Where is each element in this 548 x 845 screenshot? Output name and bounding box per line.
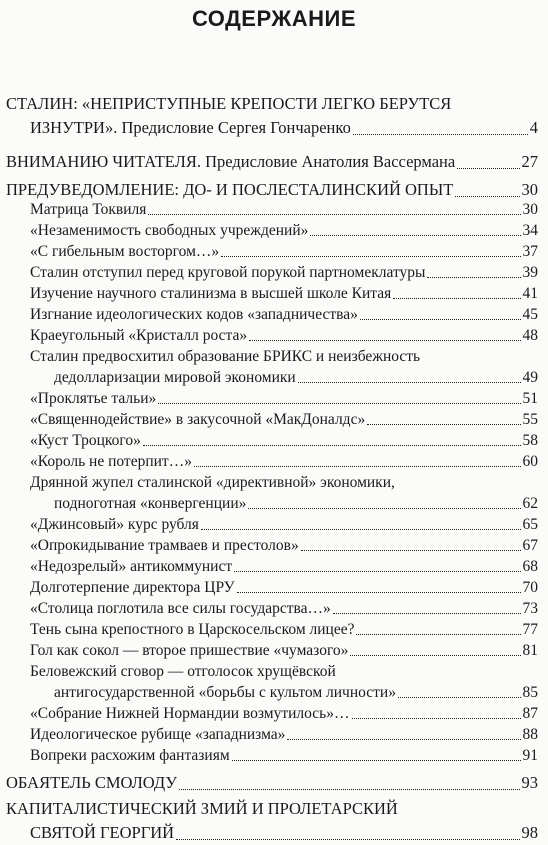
toc-entry-title: «Священнодействие» в закусочной «МакДоналдс» bbox=[30, 411, 366, 428]
toc-chapter[interactable] bbox=[6, 150, 538, 174]
toc-section[interactable] bbox=[30, 346, 538, 388]
toc-section[interactable] bbox=[30, 304, 538, 325]
dot-leader bbox=[333, 613, 521, 614]
page-number: 48 bbox=[522, 327, 538, 344]
dot-leader bbox=[367, 424, 520, 425]
toc-section[interactable] bbox=[30, 577, 538, 598]
dot-leader bbox=[148, 214, 520, 215]
toc-chapter[interactable] bbox=[6, 771, 538, 795]
toc-entry-title: антигосударственной «борьбы с культом личности» bbox=[54, 684, 396, 701]
dot-leader bbox=[201, 529, 521, 530]
dot-leader bbox=[287, 739, 520, 740]
toc-section[interactable] bbox=[30, 661, 538, 703]
page-number: 51 bbox=[522, 390, 538, 407]
dot-leader bbox=[455, 196, 519, 197]
toc-section[interactable] bbox=[30, 325, 538, 346]
toc-entry-line: Беловежский сговор — отголосок хрущёвской bbox=[30, 663, 336, 680]
page-number: 58 bbox=[522, 432, 538, 449]
toc-entry-title: Тень сына крепостного в Царскосельском лицее? bbox=[30, 621, 355, 638]
page-number: 81 bbox=[522, 642, 538, 659]
dot-leader bbox=[158, 403, 520, 404]
page-number: 67 bbox=[522, 537, 538, 554]
dot-leader bbox=[232, 760, 521, 761]
toc-entry-title: Изучение научного сталинизма в высшей школе Китая bbox=[30, 285, 392, 302]
toc-section[interactable] bbox=[30, 619, 538, 640]
toc-entry-title: Сталин отступил перед круговой порукой партномеклатуры bbox=[30, 264, 426, 281]
toc-entry-title: подноготная «конвергенции» bbox=[54, 495, 247, 512]
toc-entry-title: Долготерпение директора ЦРУ bbox=[30, 579, 235, 596]
dot-leader bbox=[194, 466, 521, 467]
dot-leader bbox=[143, 445, 521, 446]
toc-entry-title: «Столица поглотила все силы государства…» bbox=[30, 600, 331, 617]
toc-entry-title: Гол как сокол — второе пришествие «чумазого» bbox=[30, 642, 349, 659]
toc-entry-title: ОБАЯТЕЛЬ СМОЛОДУ bbox=[6, 773, 178, 792]
dot-leader bbox=[356, 634, 520, 635]
toc-entry-title: «С гибельным восторгом…» bbox=[30, 243, 220, 260]
dot-leader bbox=[298, 382, 521, 383]
page-number: 65 bbox=[522, 516, 538, 533]
toc-section[interactable] bbox=[30, 535, 538, 556]
dot-leader bbox=[248, 508, 520, 509]
toc-entry-title: Вопреки расхожим фантазиям bbox=[30, 747, 230, 764]
dot-leader bbox=[221, 256, 520, 257]
page-number: 88 bbox=[522, 726, 538, 743]
page-number: 98 bbox=[521, 823, 538, 842]
toc-entry-title: ИЗНУТРИ». Предисловие Сергея Гончаренко bbox=[30, 118, 351, 137]
toc-entry-title: Идеологическое рубище «западнизма» bbox=[30, 726, 286, 743]
page-number: 87 bbox=[522, 705, 538, 722]
toc-entry-title: ПРЕДУВЕДОМЛЕНИЕ: ДО- И ПОСЛЕСТАЛИНСКИЙ ОПЫТ bbox=[6, 180, 454, 199]
toc-section[interactable] bbox=[30, 745, 538, 766]
toc-section[interactable] bbox=[30, 703, 538, 724]
page-number: 30 bbox=[522, 201, 538, 218]
toc-entry-title: «Проклятье тальи» bbox=[30, 390, 157, 407]
page-number: 34 bbox=[522, 222, 538, 239]
toc-chapter[interactable] bbox=[6, 797, 538, 845]
page-number: 91 bbox=[522, 747, 538, 764]
toc-entry-title: дедолларизации мировой экономики bbox=[54, 369, 296, 386]
toc-entry-line: Дрянной жупел сталинской «директивной» экономики, bbox=[30, 474, 395, 491]
page-number: 62 bbox=[522, 495, 538, 512]
toc-entry-title: СВЯТОЙ ГЕОРГИЙ bbox=[30, 823, 175, 842]
toc-section[interactable] bbox=[30, 409, 538, 430]
toc-entry-title: «Незаменимость свободных учреждений» bbox=[30, 222, 309, 239]
page-number: 68 bbox=[522, 558, 538, 575]
dot-leader bbox=[310, 235, 520, 236]
page-number: 85 bbox=[522, 684, 538, 701]
dot-leader bbox=[234, 571, 520, 572]
dot-leader bbox=[360, 319, 521, 320]
dot-leader bbox=[237, 592, 521, 593]
toc-entry-line: СТАЛИН: «НЕПРИСТУПНЫЕ КРЕПОСТИ ЛЕГКО БЕРУТСЯ bbox=[6, 94, 452, 113]
page-number: 70 bbox=[522, 579, 538, 596]
page-number: 41 bbox=[522, 285, 538, 302]
toc-section[interactable] bbox=[30, 220, 538, 241]
page-number: 27 bbox=[521, 152, 538, 171]
toc-section[interactable] bbox=[30, 640, 538, 661]
page-number: 55 bbox=[522, 411, 538, 428]
page-number: 49 bbox=[522, 369, 538, 386]
dot-leader bbox=[179, 789, 519, 790]
page-number: 37 bbox=[522, 243, 538, 260]
toc-entry-title: Краеугольный «Кристалл роста» bbox=[30, 327, 248, 344]
toc-entry-title: «Недозрелый» антикоммунист bbox=[30, 558, 233, 575]
toc-section[interactable] bbox=[30, 430, 538, 451]
dot-leader bbox=[457, 168, 519, 169]
toc-entry-title: Матрица Токвиля bbox=[30, 201, 147, 218]
toc-section[interactable] bbox=[30, 451, 538, 472]
toc-section[interactable] bbox=[30, 283, 538, 304]
dot-leader bbox=[249, 340, 520, 341]
page-number: 45 bbox=[522, 306, 538, 323]
dot-leader bbox=[176, 839, 519, 840]
page-number: 60 bbox=[522, 453, 538, 470]
toc-entry-title: «Король не потерпит…» bbox=[30, 453, 192, 470]
toc-section[interactable] bbox=[30, 598, 538, 619]
toc-section[interactable] bbox=[30, 388, 538, 409]
dot-leader bbox=[393, 298, 520, 299]
dot-leader bbox=[350, 655, 520, 656]
dot-leader bbox=[427, 277, 520, 278]
page-number: 93 bbox=[521, 773, 538, 792]
toc-entry-title: «Джинсовый» курс рубля bbox=[30, 516, 199, 533]
toc-entry-title: «Куст Троцкого» bbox=[30, 432, 141, 449]
toc-section[interactable] bbox=[30, 556, 538, 577]
toc-section[interactable] bbox=[30, 262, 538, 283]
page-number: 39 bbox=[522, 264, 538, 281]
toc-section[interactable] bbox=[30, 241, 538, 262]
page-number: 30 bbox=[521, 180, 538, 199]
toc-entry-line: Сталин предвосхитил образование БРИКС и неизбежность bbox=[30, 348, 421, 365]
toc-entry-title: Изгнание идеологических кодов «западничества» bbox=[30, 306, 358, 323]
toc-entry-title: «Собрание Нижней Нормандии возмутилось»… bbox=[30, 705, 350, 722]
toc-entry-title: ВНИМАНИЮ ЧИТАТЕЛЯ. Предисловие Анатолия Вассермана bbox=[6, 152, 456, 171]
toc-chapter[interactable] bbox=[6, 92, 538, 140]
page-number: 73 bbox=[522, 600, 538, 617]
toc-section[interactable] bbox=[30, 514, 538, 535]
dot-leader bbox=[398, 697, 521, 698]
dot-leader bbox=[352, 718, 521, 719]
toc-entry-title: «Опрокидывание трамваев и престолов» bbox=[30, 537, 299, 554]
toc-section[interactable] bbox=[30, 199, 538, 220]
dot-leader bbox=[353, 134, 528, 135]
toc-section[interactable] bbox=[30, 472, 538, 514]
page-number: 77 bbox=[522, 621, 538, 638]
page-number: 4 bbox=[529, 118, 538, 137]
dot-leader bbox=[301, 550, 521, 551]
page-title: СОДЕРЖАНИЕ bbox=[191, 6, 357, 31]
toc-entry-line: КАПИТАЛИСТИЧЕСКИЙ ЗМИЙ И ПРОЛЕТАРСКИЙ bbox=[6, 799, 398, 818]
toc-section[interactable] bbox=[30, 724, 538, 745]
